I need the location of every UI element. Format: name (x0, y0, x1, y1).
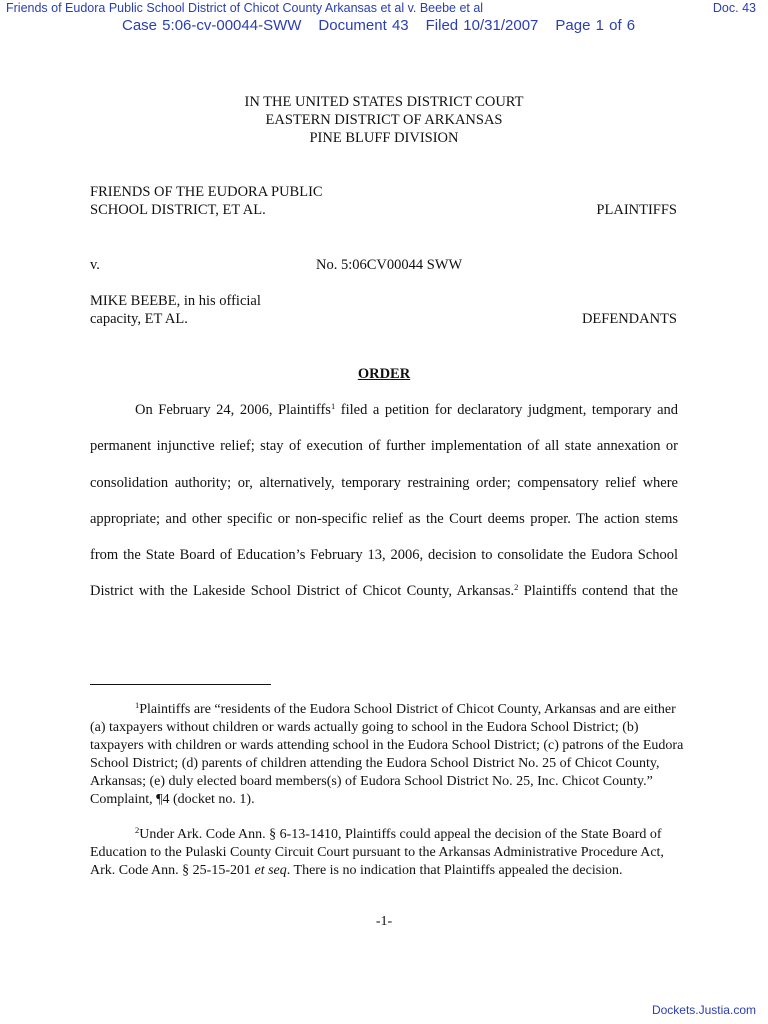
case-title-link[interactable]: Friends of Eudora Public School District of Chicot County Arkansas et al v. Beebe et al (6, 1, 484, 15)
body-text: On February 24, 2006, Plaintiffs (135, 402, 331, 418)
footnote-2 (90, 826, 690, 880)
case-number: No. 5:06CV00044 SWW (316, 257, 463, 273)
document-number-stamp: Document 43 (318, 17, 409, 34)
versus: v. (90, 257, 100, 273)
body-line-4: appropriate; and other specific or non-specific relief as the Court deems proper. The action stems (90, 511, 678, 527)
body-line-6 (90, 583, 678, 600)
footnote-ref-1: 1 (330, 401, 336, 411)
footnote-1-marker: 1 (135, 700, 140, 710)
footnote-1-text: Plaintiffs are “residents of the Eudora School District of Chicot County, Arkansas and are either (a) taxpayers without children or wards actually going to school in the Eudora School District; (b) taxpayers with children or wards attending school in the Eudora School District; (c) patrons of the Eudora School District; (d) parents of children attending the Eudora School District No. 25 of Chicot County, Arkansas; (e) duly elected board members(s) of Eudora School District No. 25, Inc. Chicot County.” Complaint, ¶4 (docket no. 1). (90, 702, 684, 807)
body-text: Plaintiffs contend that the (518, 583, 678, 599)
defendant-name-line2: capacity, ET AL. (90, 311, 188, 327)
footnote-1 (90, 701, 690, 809)
court-name-line1: IN THE UNITED STATES DISTRICT COURT (244, 94, 524, 110)
body-line-2: permanent injunctive relief; stay of execution of further implementation of all state annexation or (90, 438, 678, 454)
body-text: District with the Lakeside School District of Chicot County, Arkansas. (90, 583, 515, 599)
document-title: ORDER (357, 366, 411, 382)
footnote-2-marker: 2 (135, 825, 140, 835)
footnote-2-text-end: . There is no indication that Plaintiffs appealed the decision. (286, 863, 623, 878)
court-name-line2: EASTERN DISTRICT OF ARKANSAS (265, 112, 503, 128)
plaintiff-name-line1: FRIENDS OF THE EUDORA PUBLIC (90, 184, 323, 200)
footnote-2-text: Under Ark. Code Ann. § 6-13-1410, Plaintiffs could appeal the decision of the State Board of Education to the Pulaski County Circuit Court pursuant to the Arkansas Administrative Procedure Act, Ark. Code Ann. § 25-15-201 (90, 827, 664, 878)
plaintiff-name-line2: SCHOOL DISTRICT, ET AL. (90, 202, 266, 218)
body-line-1 (135, 402, 678, 419)
footnote-ref-2: 2 (514, 582, 519, 592)
body-line-3: consolidation authority; or, alternatively, temporary restraining order; compensatory relief where (90, 475, 678, 491)
body-line-5: from the State Board of Education’s February 13, 2006, decision to consolidate the Eudora School (90, 547, 678, 563)
page-count-stamp: Page 1 of 6 (555, 17, 636, 34)
page-number: -1- (375, 914, 393, 929)
defendant-name-line1: MIKE BEEBE, in his official (90, 293, 261, 309)
plaintiffs-label: PLAINTIFFS (596, 202, 677, 218)
filed-date-stamp: Filed 10/31/2007 (425, 17, 539, 34)
court-division: PINE BLUFF DIVISION (309, 130, 459, 146)
case-number-stamp: Case 5:06-cv-00044-SWW (122, 17, 302, 34)
footnote-2-italic: et seq (254, 863, 287, 878)
footnote-divider (90, 684, 271, 685)
body-text: filed a petition for declaratory judgment, temporary and (335, 402, 679, 418)
justia-dockets-link[interactable]: Dockets.Justia.com (651, 1003, 756, 1017)
defendants-label: DEFENDANTS (581, 311, 677, 327)
doc-number-link[interactable]: Doc. 43 (712, 1, 756, 15)
filing-stamp (122, 17, 635, 34)
